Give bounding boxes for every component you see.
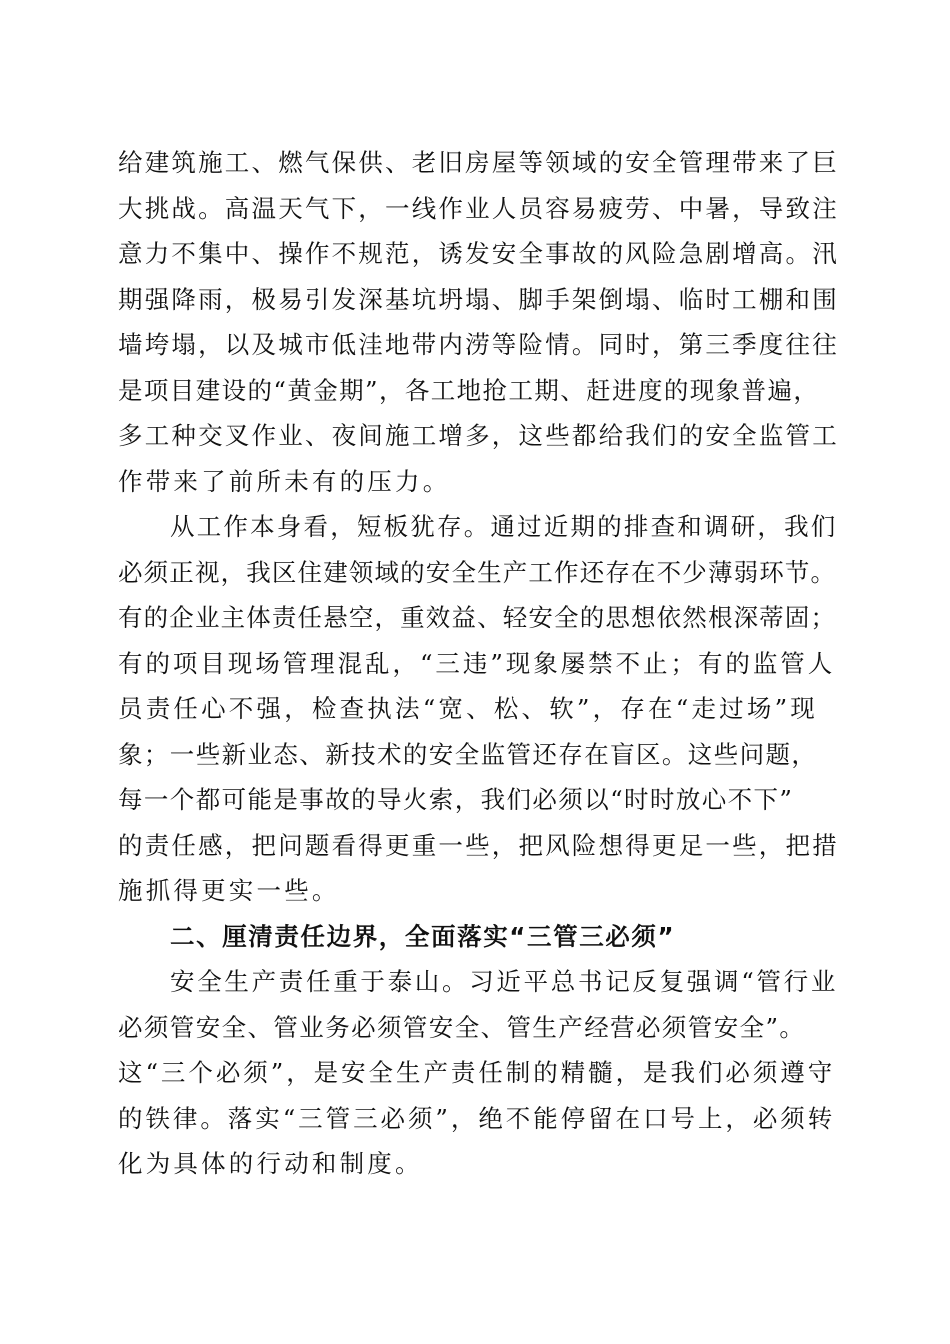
section-heading bbox=[118, 914, 840, 960]
text-line: 员责任心不强，检查执法“宽、松、软”，存在“走过场”现 bbox=[118, 694, 818, 723]
paragraph-1 bbox=[118, 140, 840, 504]
text-line: 施抓得更实一些。 bbox=[118, 876, 340, 905]
text-line: 有的企业主体责任悬空，重效益、轻安全的思想依然根深蒂固； bbox=[118, 603, 837, 632]
text-line: 墙垮塌，以及城市低洼地带内涝等险情。同时，第三季度往往 bbox=[118, 330, 839, 359]
text-line: 化为具体的行动和制度。 bbox=[118, 1149, 423, 1178]
paragraph-3 bbox=[118, 959, 840, 1187]
text-line: 意力不集中、操作不规范，诱发安全事故的风险急剧增高。汛 bbox=[118, 239, 839, 268]
paragraph-2 bbox=[118, 504, 840, 914]
text-line: 有的项目现场管理混乱，“三违”现象屡禁不止；有的监管人 bbox=[118, 648, 836, 678]
text-line: 是项目建设的“黄金期”，各工地抢工期、赶进度的现象普遍， bbox=[118, 375, 820, 405]
text-line: 必须管安全、管业务必须管安全、管生产经营必须管安全”。 bbox=[118, 1012, 806, 1042]
text-line: 的铁律。落实“三管三必须”，绝不能停留在口号上，必须转 bbox=[118, 1103, 836, 1133]
text-line: 从工作本身看，短板犹存。通过近期的排查和调研，我们 bbox=[170, 512, 838, 541]
text-line: 安全生产责任重于泰山。习近平总书记反复强调“管行业 bbox=[170, 967, 839, 996]
heading-text: 二、厘清责任边界，全面落实“三管三必须” bbox=[170, 921, 676, 951]
document-body bbox=[118, 140, 840, 1187]
text-line: 必须正视，我区住建领域的安全生产工作还存在不少薄弱环节。 bbox=[118, 557, 837, 587]
text-line: 作带来了前所未有的压力。 bbox=[118, 466, 451, 496]
text-line: 的责任感，把问题看得更重一些，把风险想得更足一些，把措 bbox=[118, 830, 839, 860]
text-line: 大挑战。高温天气下，一线作业人员容易疲劳、中暑，导致注 bbox=[118, 193, 839, 223]
text-line: 象；一些新业态、新技术的安全监管还存在盲区。这些问题， bbox=[118, 739, 818, 769]
text-line: 多工种交叉作业、夜间施工增多，这些都给我们的安全监管工 bbox=[118, 421, 839, 450]
text-line: 期强降雨，极易引发深基坑坍塌、脚手架倒塌、临时工棚和围 bbox=[118, 284, 839, 314]
text-line: 给建筑施工、燃气保供、老旧房屋等领域的安全管理带来了巨 bbox=[118, 148, 839, 177]
text-line: 每一个都可能是事故的导火索，我们必须以“时时放心不下” bbox=[118, 785, 794, 814]
text-line: 这“三个必须”，是安全生产责任制的精髓，是我们必须遵守 bbox=[118, 1058, 836, 1087]
